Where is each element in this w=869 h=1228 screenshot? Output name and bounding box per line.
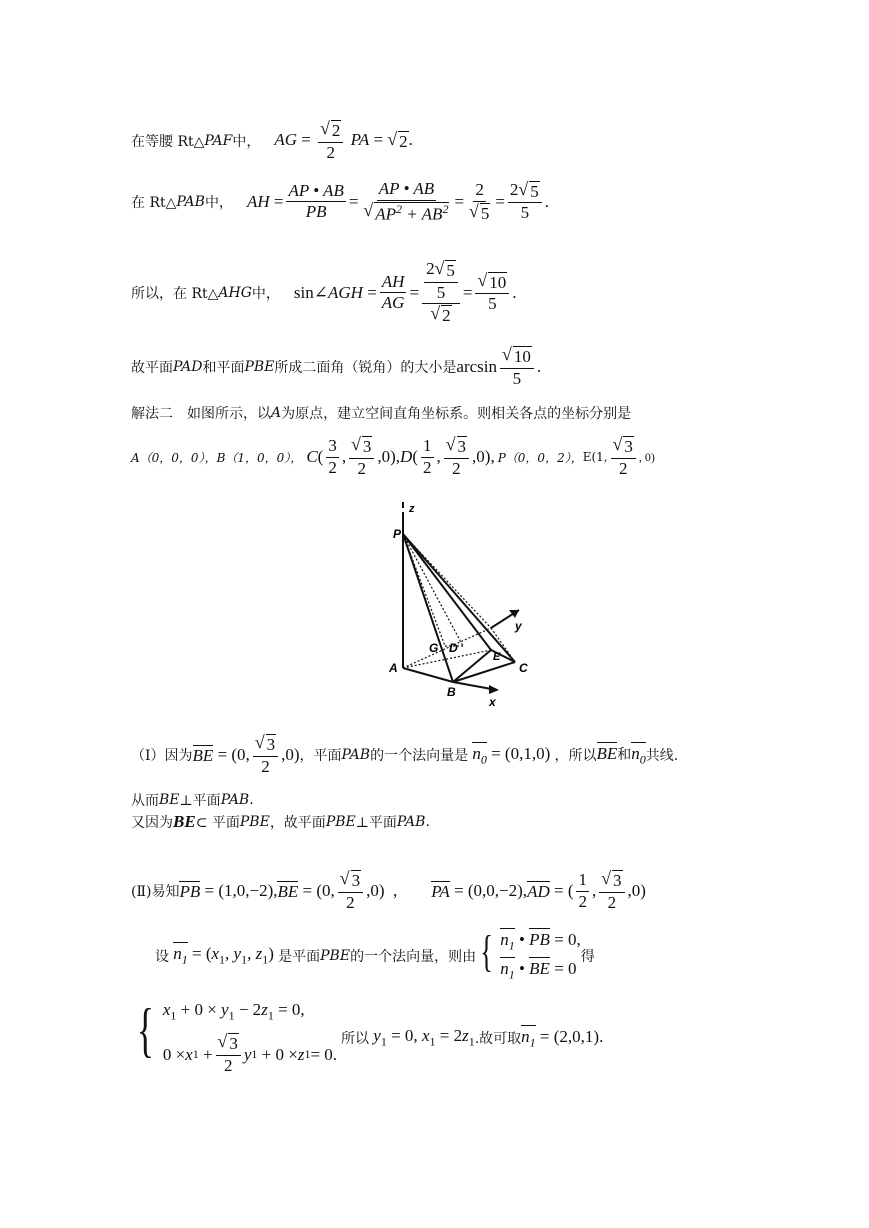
vec-n0: $n_0 = (0,1,0)$ <box>472 743 555 767</box>
line-9 <box>131 812 430 832</box>
text: 解法二 如图所示，以 <box>131 406 271 422</box>
coord-a: A（0，0，0）， <box>131 450 217 465</box>
label-e: E <box>493 651 501 663</box>
label-y: y <box>515 619 522 633</box>
line-6 <box>131 436 655 478</box>
label-x: x <box>489 695 496 709</box>
label-g: G <box>429 641 439 655</box>
text: PAB <box>341 747 371 764</box>
coord-e: E(1, <box>582 450 608 465</box>
line-2 <box>131 180 549 224</box>
system-eq: { $x_1 + 0 \times y_1 - 2z_1 = 0$, 0 × x 1 + √ 3 2 y 1 + 0 × z 1 = 0. <box>136 997 338 1075</box>
text: 又因为 <box>131 815 173 831</box>
text: ⊥平面 <box>355 815 397 831</box>
line-8 <box>131 790 254 810</box>
line-10 <box>131 870 646 912</box>
text: 中， <box>232 134 261 151</box>
coord-p: P（0，0，2）， <box>497 450 583 465</box>
line-5 <box>131 403 631 423</box>
formula-ah: AH = $\frac{AP • AB}{PB}$ = AP • AB √ $AP^2 + AB^2$ = 2 √ 5 = 2 √ 5 5 . <box>246 178 549 224</box>
text: ，平面 <box>299 748 342 765</box>
text: BE <box>159 792 180 808</box>
edge-pb <box>403 534 453 682</box>
coord-b: B（1，0，0）， <box>216 450 303 465</box>
ph-dashed <box>403 534 463 646</box>
text: 在 Rt△ <box>131 194 177 211</box>
text: 的一个法向量，则由 <box>350 948 477 965</box>
text: 中， <box>204 194 233 211</box>
line-3 <box>131 260 517 326</box>
text: 和平面 <box>202 360 245 377</box>
text: A <box>271 405 282 421</box>
text: .故可取 <box>474 1030 522 1047</box>
solution: $y_1 = 0$, $x_1 = 2z_1$ <box>373 1026 475 1049</box>
text: 从而 <box>131 793 159 809</box>
text: 是平面 <box>278 948 321 965</box>
edge-be <box>453 650 491 682</box>
vec-be: BE = (0, √ 3 2 ,0) <box>192 732 300 776</box>
formula-sin: sin∠ AGH = $\frac{AH}{AG}$ = 2 √ 5 5 √ 2 = √ 10 5 . <box>293 258 517 326</box>
label-a: A <box>389 661 398 675</box>
text: PAB. <box>396 814 430 830</box>
vec-n1-def: $n_1 = (x_1$, $y_1$, $z_1$) <box>173 943 279 967</box>
edge-bc <box>453 662 515 682</box>
vec-be-n0: BE和$n_0$ <box>596 743 646 767</box>
text: PBE <box>239 814 270 830</box>
line-7 <box>131 734 678 776</box>
text: PBE <box>244 359 275 376</box>
vectors-pb-be: PB = (1,0,−2), BE = (0, √ 3 2 ,0) , <box>179 868 398 912</box>
text: PAF <box>204 133 233 150</box>
text: 为原点，建立空间直角坐标系。则相关各点的坐标分别是 <box>281 406 632 422</box>
text: AHG <box>218 284 252 301</box>
text: (Ⅱ)易知 <box>131 884 180 901</box>
text: 的一个法向量是 <box>370 748 469 765</box>
text: 在等腰 Rt△ <box>131 134 205 151</box>
text: 共线. <box>645 748 679 765</box>
text: PAB <box>176 193 205 210</box>
text: PAB. <box>220 792 254 808</box>
line-4 <box>131 346 541 388</box>
formula-ag: AG = √ 2 2 PA = √ 2 . <box>274 118 413 162</box>
label-c: C <box>519 661 528 675</box>
formula-arcsin: arcsin √ 10 5 . <box>456 344 542 388</box>
text: PBE <box>320 947 351 964</box>
text: 得 <box>580 948 595 965</box>
pyramid-figure <box>385 500 545 710</box>
line-12 <box>131 997 604 1076</box>
label-d: D <box>449 641 458 655</box>
label-b: B <box>447 685 456 699</box>
line-1 <box>131 120 413 162</box>
y-arrow <box>509 610 519 618</box>
text: ，故平面 <box>269 815 326 831</box>
text: 设 <box>155 948 169 965</box>
text: BE <box>173 812 196 831</box>
edge-pe <box>403 534 491 650</box>
line-11 <box>155 927 595 981</box>
label-p: P <box>393 527 402 541</box>
text: PAD <box>173 359 203 376</box>
text: （Ⅰ）因为 <box>131 748 193 765</box>
coord-e-value: √ 3 2 , 0) <box>612 434 655 478</box>
text: ，所以 <box>554 748 597 765</box>
text: arcsin <box>456 357 498 377</box>
text: 所以，在 Rt△ <box>131 285 219 302</box>
text: 故平面 <box>131 360 173 377</box>
system-n1: { $n_1$ • PB = 0, $n_1$ • BE = 0 <box>480 927 581 981</box>
vec-n1-result: $n_1 = (2,0,1)$. <box>521 1026 604 1049</box>
pg-dashed <box>403 534 445 646</box>
text: ⊂ 平面 <box>195 815 240 831</box>
text: 所成二面角（锐角）的大小是 <box>274 360 457 377</box>
text: 所以 <box>341 1030 370 1047</box>
x-arrow <box>489 685 499 694</box>
label-z: z <box>409 503 415 515</box>
coord-c-d: C ( $\frac{3}{2}$ , √ 3 2 ,0), D ( $\frac{1}{2}$ , √ 3 2 ,0), <box>306 434 495 478</box>
vectors-pa-ad: PA = (0,0,−2), AD = ( $\frac{1}{2}$ , √ 3 2 ,0) <box>431 868 646 912</box>
text: PBE <box>325 814 356 830</box>
text: 中， <box>251 285 280 302</box>
text: ⊥平面 <box>179 793 221 809</box>
edge-ab <box>403 668 453 682</box>
